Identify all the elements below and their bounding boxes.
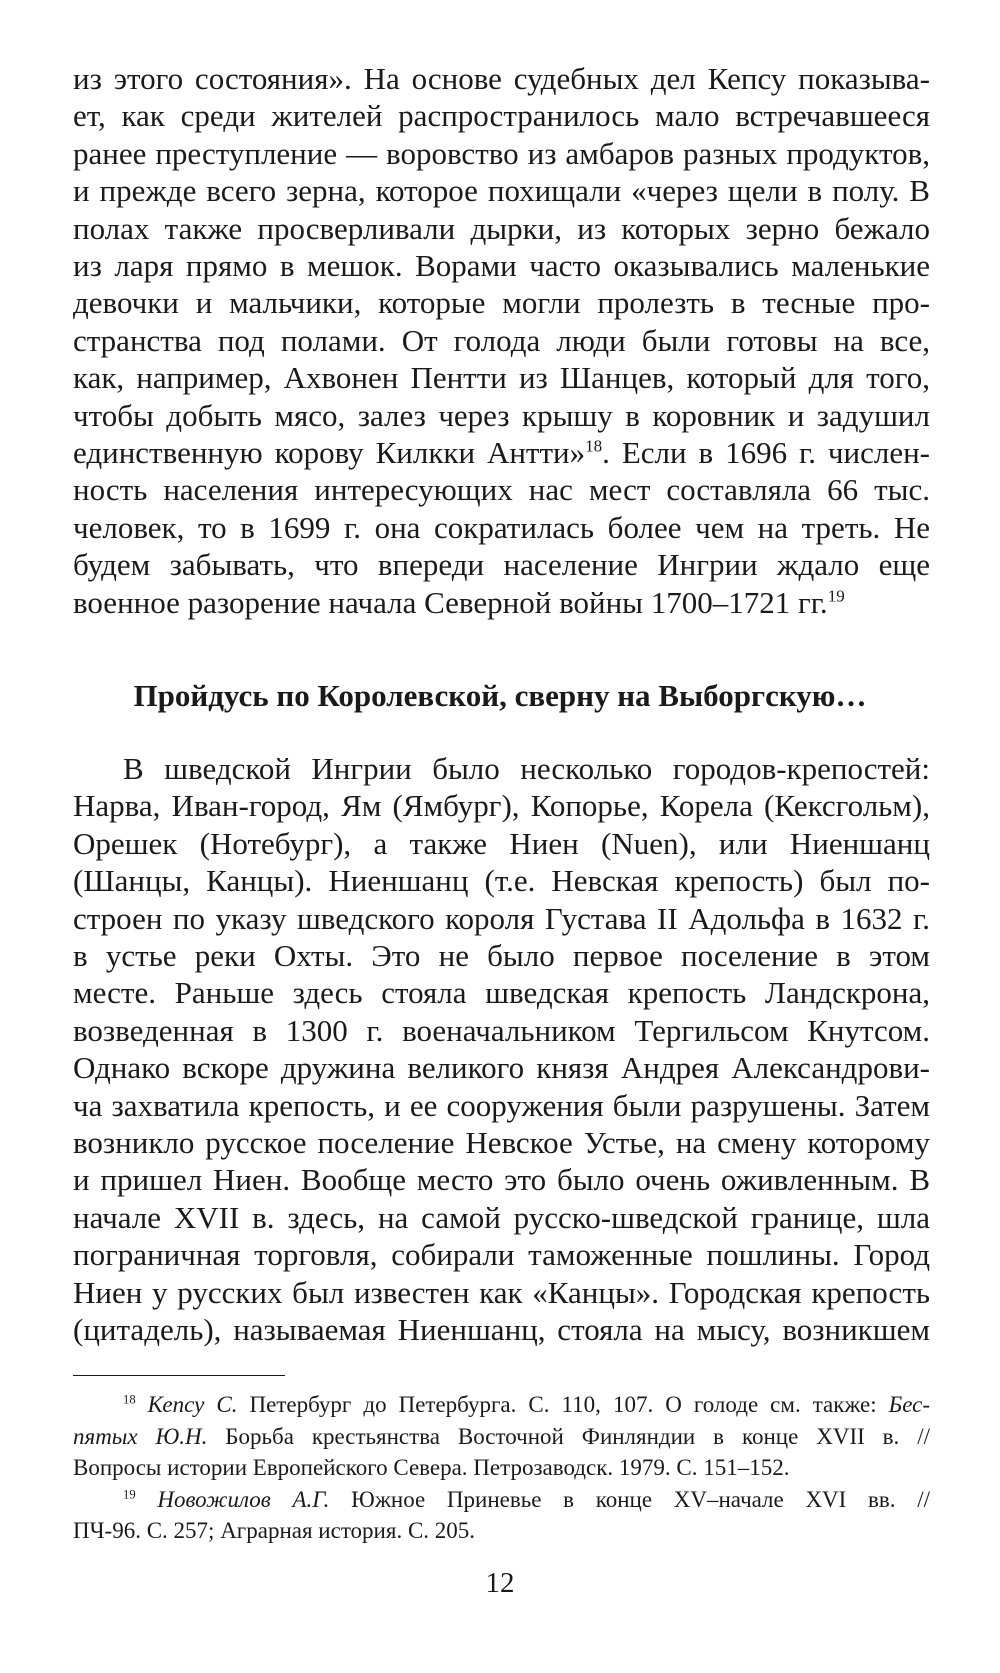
text-segment: . Если в 1696 г. числен- — [602, 435, 930, 471]
text-line: ет, как среди жителей распространилось мало встречавшееся — [73, 98, 930, 134]
text-line: и прежде всего зерна, которое похищали «через щели в полу. В — [73, 173, 930, 209]
text-line: чтобы добыть мясо, залез через крышу в коровник и задушил — [73, 397, 930, 433]
text-line: как, например, Ахвонен Пентти из Шанцев, который для того, — [73, 360, 930, 396]
footnote-text: Петербург до Петербурга. С. 110, 107. О голоде см. также: — [237, 1392, 889, 1417]
text-line: Однако вскоре дружина великого князя Андрея Александрови- — [73, 1050, 930, 1086]
text-line: из этого состояния». На основе судебных дел Кепсу показыва- — [73, 61, 930, 96]
text-line: строен по указу шведского короля Густава II Адольфа в 1632 г. — [73, 900, 930, 936]
text-line: и пришел Ниен. Вообще место это было очень оживленным. В — [73, 1162, 930, 1198]
footnote-author: Новожилов А.Г. — [157, 1486, 330, 1512]
page-number: 12 — [485, 1567, 515, 1599]
text-line — [73, 434, 930, 471]
text-line: возведенная в 1300 г. военачальником Тергильсом Кнутсом. — [73, 1012, 930, 1048]
footnote-text: Южное Приневье в конце XV–начале XVI вв. // — [329, 1486, 931, 1512]
section-heading: Пройдусь по Королевской, сверну на Выборгскую… — [133, 678, 867, 713]
text-line: полах также просверливали дырки, из которых зерно бежало — [73, 210, 930, 246]
footnote-18-line — [73, 1421, 930, 1453]
text-line: пограничная торговля, собирали таможенные пошлины. Город — [73, 1237, 930, 1273]
text-line: Орешек (Нотебург), а также Ниен (Nuen), или Ниеншанц — [73, 825, 930, 861]
footnote-author: пятых Ю.Н. — [73, 1423, 208, 1449]
footnote-ref-19[interactable]: 19 — [827, 586, 845, 606]
footnote-divider — [73, 1375, 285, 1376]
text-line: месте. Раньше здесь стояла шведская крепость Ландскрона, — [73, 975, 930, 1011]
text-line: в устье реки Охты. Это не было первое поселение в этом — [73, 938, 930, 974]
text-line: человек, то в 1699 г. она сократилась более чем на треть. Не — [73, 509, 930, 545]
footnote-author: Кепсу С. — [147, 1392, 238, 1417]
footnote-author: Бес- — [888, 1392, 930, 1417]
text-line: Ниен у русских был известен как «Канцы». Городская крепость — [73, 1274, 930, 1310]
footnotes — [73, 1389, 930, 1547]
text-line: ча захватила крепость, и ее сооружения были разрушены. Затем — [73, 1087, 930, 1123]
footnote-number: 19 — [123, 1486, 136, 1501]
text-segment: единственную корову Килкки Антти» — [73, 435, 586, 471]
text-line: (цитадель), называемая Ниеншанц, стояла на мысу, возникшем — [73, 1312, 930, 1348]
text-line: из ларя прямо в мешок. Ворами часто оказывались маленькие — [73, 248, 930, 284]
paragraph-1 — [73, 60, 930, 621]
footnote-19-line: ПЧ-96. С. 257; Аграрная история. С. 205. — [73, 1518, 476, 1543]
text-line — [73, 584, 930, 621]
footnote-18-line: Вопросы истории Европейского Севера. Петрозаводск. 1979. С. 151–152. — [73, 1455, 790, 1480]
footnote-text: Борьба крестьянства Восточной Финляндии в конце XVII в. // — [207, 1423, 931, 1449]
text-line: будем забывать, что впереди население Ингрии ждало еще — [73, 547, 930, 583]
text-line: девочки и мальчики, которые могли пролезть в тесные про- — [73, 285, 930, 321]
text-line: ранее преступление — воровство из амбаров разных продуктов, — [73, 135, 930, 171]
footnote-number: 18 — [123, 1392, 136, 1407]
text-line: (Шанцы, Канцы). Ниеншанц (т.е. Невская крепость) был по- — [73, 863, 930, 899]
footnote-ref-18[interactable]: 18 — [585, 436, 603, 456]
text-line: Нарва, Иван-город, Ям (Ямбург), Копорье, Корела (Кексгольм), — [73, 788, 930, 824]
text-line: В шведской Ингрии было несколько городов-крепостей: — [123, 751, 930, 786]
text-line: возникло русское поселение Невское Устье, на смену которому — [73, 1125, 930, 1161]
text-line: ность населения интересующих нас мест составляла 66 тыс. — [73, 472, 930, 508]
footnote-18-line — [73, 1389, 930, 1421]
text-line: начале XVII в. здесь, на самой русско-шведской границе, шла — [73, 1199, 930, 1235]
footnote-19-line — [73, 1484, 930, 1516]
text-segment: военное разорение начала Северной войны 1700–1721 гг. — [73, 584, 828, 620]
text-line: странства под полами. От голода люди были готовы на все, — [73, 322, 930, 358]
paragraph-2 — [73, 750, 930, 1349]
